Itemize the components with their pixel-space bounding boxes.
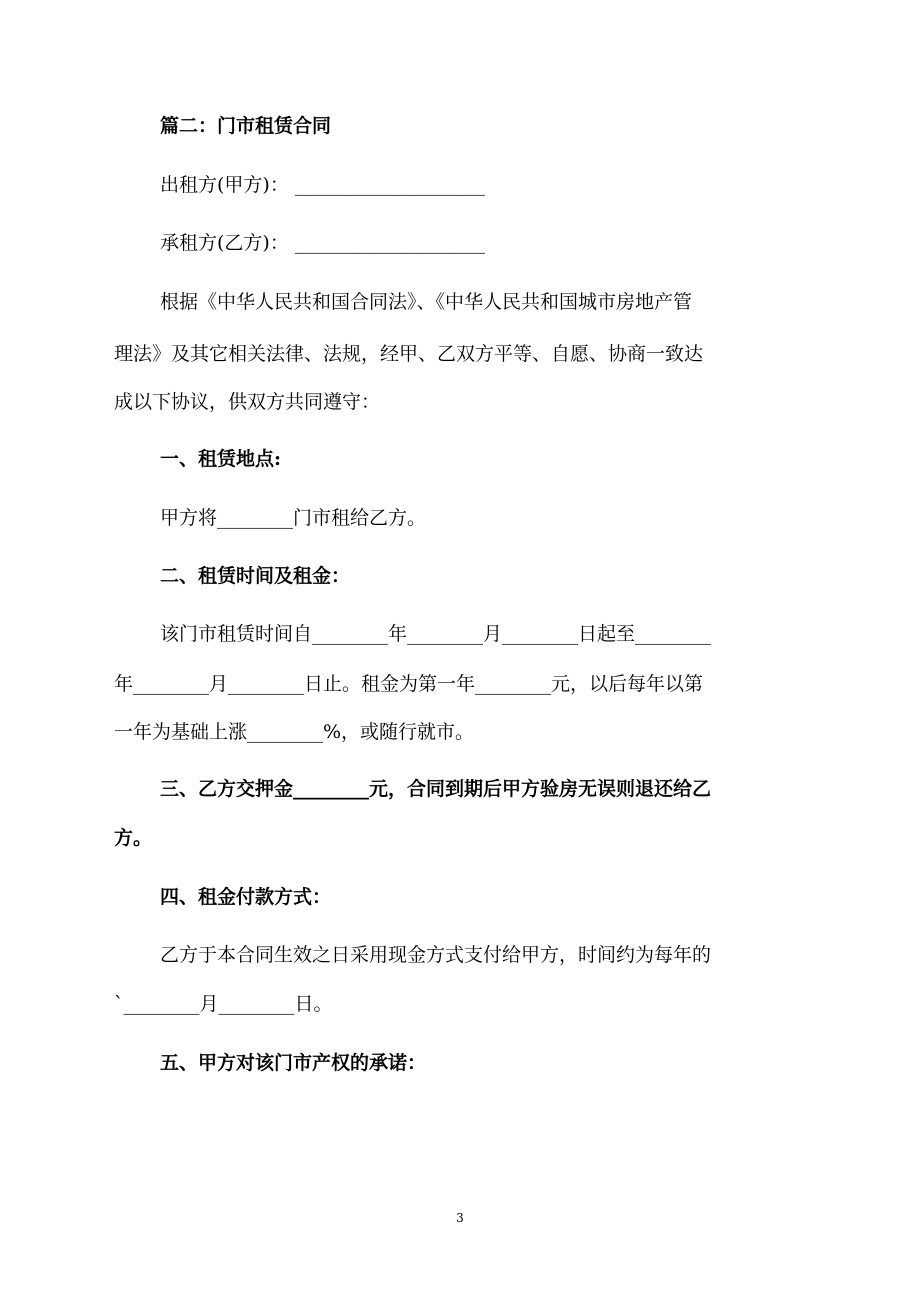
intro-paragraph-line-3: 成以下协议，供双方共同遵守：	[114, 391, 381, 413]
intro-paragraph-line-1: 根据《中华人民共和国合同法》、《中华人民共和国城市房地产管	[160, 291, 693, 313]
section-1-heading: 一、租赁地点:	[160, 448, 282, 470]
lessor-line: 出租方(甲方)： ____________________	[160, 174, 485, 196]
intro-paragraph-line-2: 理法》及其它相关法律、法规，经甲、乙双方平等、自愿、协商一致达	[114, 343, 704, 365]
section-3-line-1: 三、乙方交押金________元，合同到期后甲方验房无误则退还给乙	[160, 778, 712, 800]
section-1-text: 甲方将________门市租给乙方。	[160, 507, 427, 529]
section-2-heading: 二、租赁时间及租金：	[160, 565, 351, 587]
section-4-line-1: 乙方于本合同生效之日采用现金方式支付给甲方，时间约为每年的	[160, 944, 712, 966]
lessee-line: 承租方(乙方)： ____________________	[160, 232, 485, 254]
section-2-line-2: 年________月________日止。租金为第一年________元，以后每年以第	[114, 673, 704, 695]
section-4-heading: 四、租金付款方式：	[160, 886, 332, 908]
document-title: 篇二：门市租赁合同	[160, 115, 332, 137]
section-3-line-2: 方。	[114, 827, 153, 849]
section-4-line-2: `________月________日。	[114, 993, 333, 1015]
section-2-line-3: 一年为基础上涨________%，或随行就市。	[114, 721, 475, 743]
page-number: 3	[456, 1211, 464, 1225]
section-2-line-1: 该门市租赁时间自________年________月________日起至________	[160, 623, 712, 645]
section-5-heading: 五、甲方对该门市产权的承诺：	[160, 1052, 427, 1074]
